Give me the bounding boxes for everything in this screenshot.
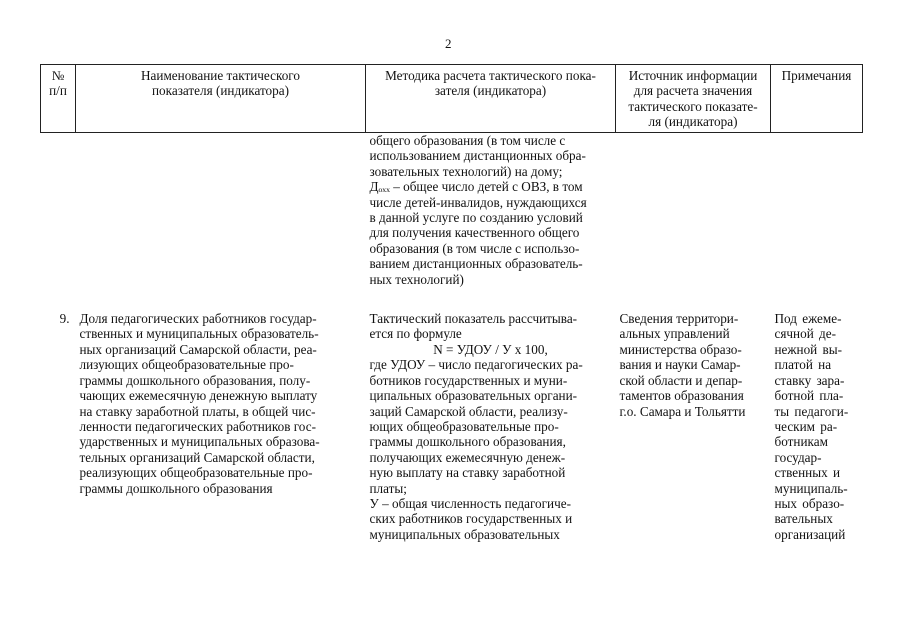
header-method: Методика расчета тактического пока- зателя (индикатора): [366, 65, 616, 133]
header-name: Наименование тактического показателя (индикатора): [76, 65, 366, 133]
table-spacer: [41, 287, 863, 311]
header-num: № п/п: [41, 65, 76, 133]
continuation-method: общего образования (в том числе с использованием дистанционных обра- зовательных технологий) на дому; Дₒₓₓ – общее число детей с ОВЗ, в том числе детей-инвалидов, нуждающихся в данной услуге по созданию условий для получения качественного общего образования (в том числе с использо- ванием дистанционных образователь- ных технологий): [369, 133, 587, 287]
table-row-continuation: [41, 133, 863, 288]
row-method: Тактический показатель рассчитыва- ется по формуле N = УДОУ / У х 100, где УДОУ – число педагогических ра- ботников государственных и муни- ципальных образовательных органи- заций Самарской области, реализу- ющих общеобразовательные про- граммы дошкольного образования, получающих ежемесячную денеж- ную выплату на ставку заработной платы; У – общая численность педагогиче- ских работников государственных и муниципальных образовательных: [366, 311, 616, 542]
page-number: 2: [445, 36, 452, 51]
row-number: 9.: [59, 311, 70, 327]
header-notes: Примечания: [771, 65, 863, 133]
table-row-9: [41, 311, 863, 542]
row-source: Сведения территори- альных управлений министерства образо- вания и науки Самар- ской области и депар- таментов образования г.о. Самара и Тольятти: [619, 311, 746, 419]
row-notes: Под ежеме- сячной де- нежной вы- платой на ставку зара- ботной пла- ты педагоги- ческим ра- ботникам государ- ственных и муниципаль- ных образо- вательных организаций: [774, 311, 849, 542]
formula: N = УДОУ / У х 100,: [433, 341, 548, 357]
table-header-row: [41, 65, 863, 133]
row-indicator-name: Доля педагогических работников государ- ственных и муниципальных образователь- ных организаций Самарской области, реа- лизующих общеобразовательные про- граммы дошкольного образования, полу- чающих ежемесячную денежную выплату на ставку заработной платы, в общей чис- ленности педагогических работников гос- ударственных и муниципальных образова- тельных организаций Самарской области, реализующих общеобразовательные про- граммы дошкольного образования: [79, 311, 320, 496]
header-source: Источник информации для расчета значения тактического показате- ля (индикатора): [616, 65, 771, 133]
indicator-table: [40, 64, 863, 542]
